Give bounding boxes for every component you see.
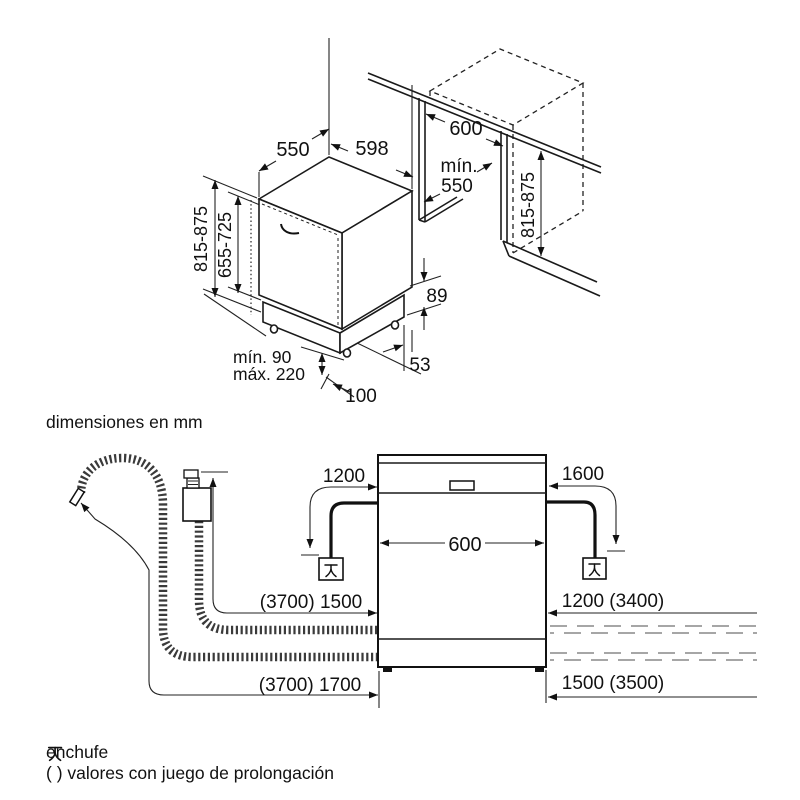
- supply-nut: [184, 470, 198, 478]
- dim-plinth-min: mín. 90: [233, 347, 292, 367]
- dim-power-cord-left: 1200: [322, 466, 366, 487]
- dim-supply-hose-right: 1500 (3500): [561, 673, 665, 694]
- dim-door-height: 655-725: [215, 211, 235, 279]
- rear-foot: [392, 321, 399, 329]
- power-cable-left: [319, 503, 378, 580]
- legend-parentheses-note: ( ) valores con juego de prolongación: [46, 763, 334, 783]
- plug-icon: [46, 743, 66, 763]
- countertop-lines: [368, 73, 601, 173]
- dim-top-depth: 550: [276, 139, 310, 161]
- front-right-foot: [344, 349, 351, 357]
- extended-hose-dashes: [550, 626, 757, 660]
- aquastop-valve: [183, 488, 211, 521]
- dim-drain-hose-left: (3700) 1700: [258, 675, 362, 696]
- hose-and-cable-lengths-diagram: [0, 440, 800, 740]
- dim-total-height: 815-875: [191, 205, 211, 273]
- dim-power-cord-right: 1600: [561, 464, 605, 485]
- foot-left: [383, 667, 392, 672]
- dim-rear-foot-inset: 53: [409, 355, 431, 376]
- legend: [46, 742, 334, 784]
- dim-rear-clearance: 89: [426, 286, 448, 307]
- dim-appliance-width: 600: [448, 534, 482, 556]
- units-note: dimensiones en mm: [46, 412, 203, 432]
- dim-drain-hose-right: 1200 (3400): [561, 591, 665, 612]
- legend-plug-label: enchufe: [46, 742, 109, 762]
- dim-niche-width: 600: [449, 118, 483, 140]
- control-display: [450, 481, 474, 490]
- dim-niche-depth-value: 550: [441, 176, 473, 197]
- drain-hose-end-cap: [70, 488, 84, 505]
- dim-supply-hose-left: (3700) 1500: [259, 592, 363, 613]
- dim-niche-depth-prefix: mín.: [440, 156, 478, 177]
- dishwasher-front-view: [378, 455, 546, 672]
- foot-right: [535, 667, 544, 672]
- dim-top-width: 598: [355, 138, 389, 160]
- dim-niche-height: 815-875: [518, 171, 538, 239]
- dim-plinth-max: máx. 220: [233, 364, 305, 384]
- dishwasher-isometric-box: [251, 157, 412, 357]
- power-cable-right: [546, 502, 606, 579]
- niche-right-wall: [501, 131, 600, 296]
- front-left-foot: [271, 325, 278, 333]
- supply-fitting: [187, 478, 199, 488]
- dim-front-foot-inset: 100: [345, 386, 377, 407]
